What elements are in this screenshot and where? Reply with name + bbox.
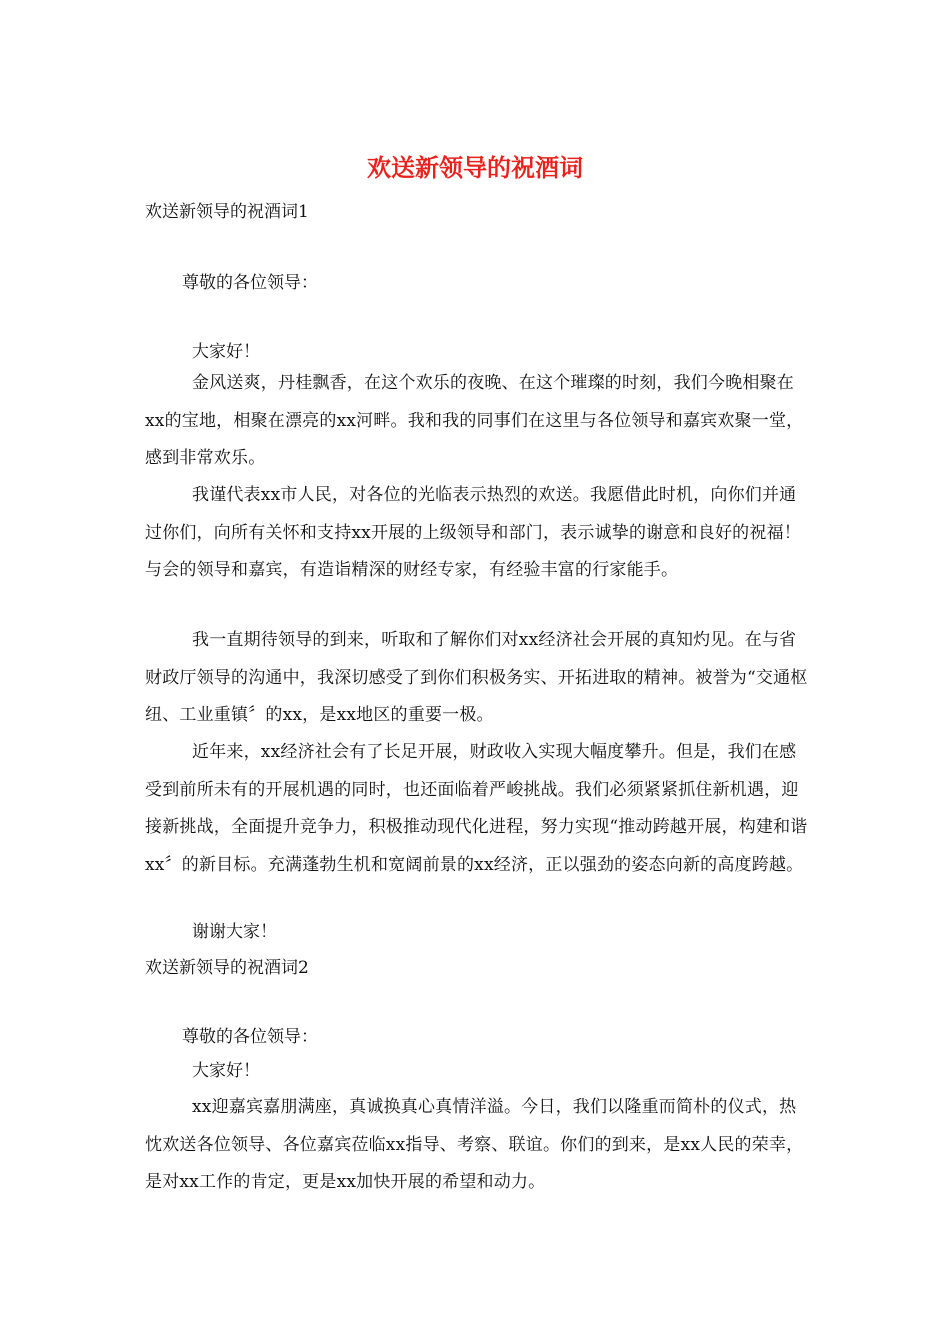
- section-2-heading: 欢送新领导的祝酒词2: [145, 958, 309, 978]
- section-1-closing: 谢谢大家！: [192, 922, 277, 942]
- section-1-paragraph-2: 我谨代表xx市人民，对各位的光临表示热烈的欢送。我愿借此时机，向你们并通过你们，向所有关怀和支持xx开展的上级领导和部门，表示诚挚的谢意和良好的祝福！与会的领导和嘉宾，有造诣精深的财经专家，有经验丰富的行家能手。: [145, 485, 801, 580]
- section-1-paragraph-3: 我一直期待领导的到来，听取和了解你们对xx经济社会开展的真知灼见。在与省财政厅领导的沟通中，我深切感受了到你们积极务实、开拓进取的精神。被誉为“交通枢纽、工业重镇〞的xx，是xx地区的重要一极。: [145, 630, 808, 725]
- section-2-paragraph-1: xx迎嘉宾嘉朋满座，真诚换真心真情洋溢。今日，我们以隆重而简朴的仪式，热忱欢送各位领导、各位嘉宾莅临xx指导、考察、联谊。你们的到来，是xx人民的荣幸，是对xx工作的肯定，更是xx加快开展的希望和动力。: [145, 1097, 804, 1192]
- section-1-greeting: 大家好！: [192, 342, 260, 362]
- section-1-paragraph-4: 近年来，xx经济社会有了长足开展，财政收入实现大幅度攀升。但是，我们在感受到前所未有的开展机遇的同时，也还面临着严峻挑战。我们必须紧紧抓住新机遇，迎接新挑战，全面提升竞争力，积极推动现代化进程，努力实现“推动跨越开展，构建和谐xx〞的新目标。充满蓬勃生机和宽阔前景的xx经济，正以强劲的姿态向新的高度跨越。: [145, 742, 808, 875]
- section-1-paragraph-1: 金风送爽，丹桂飘香，在这个欢乐的夜晚、在这个璀璨的时刻，我们今晚相聚在xx的宝地，相聚在漂亮的xx河畔。我和我的同事们在这里与各位领导和嘉宾欢聚一堂，感到非常欢乐。: [145, 373, 804, 468]
- section-1-salutation: 尊敬的各位领导：: [182, 273, 318, 293]
- section-2-salutation: 尊敬的各位领导：: [182, 1027, 318, 1047]
- section-2-greeting: 大家好！: [192, 1061, 260, 1081]
- document-title: 欢送新领导的祝酒词: [367, 153, 583, 182]
- section-1-heading: 欢送新领导的祝酒词1: [145, 202, 309, 222]
